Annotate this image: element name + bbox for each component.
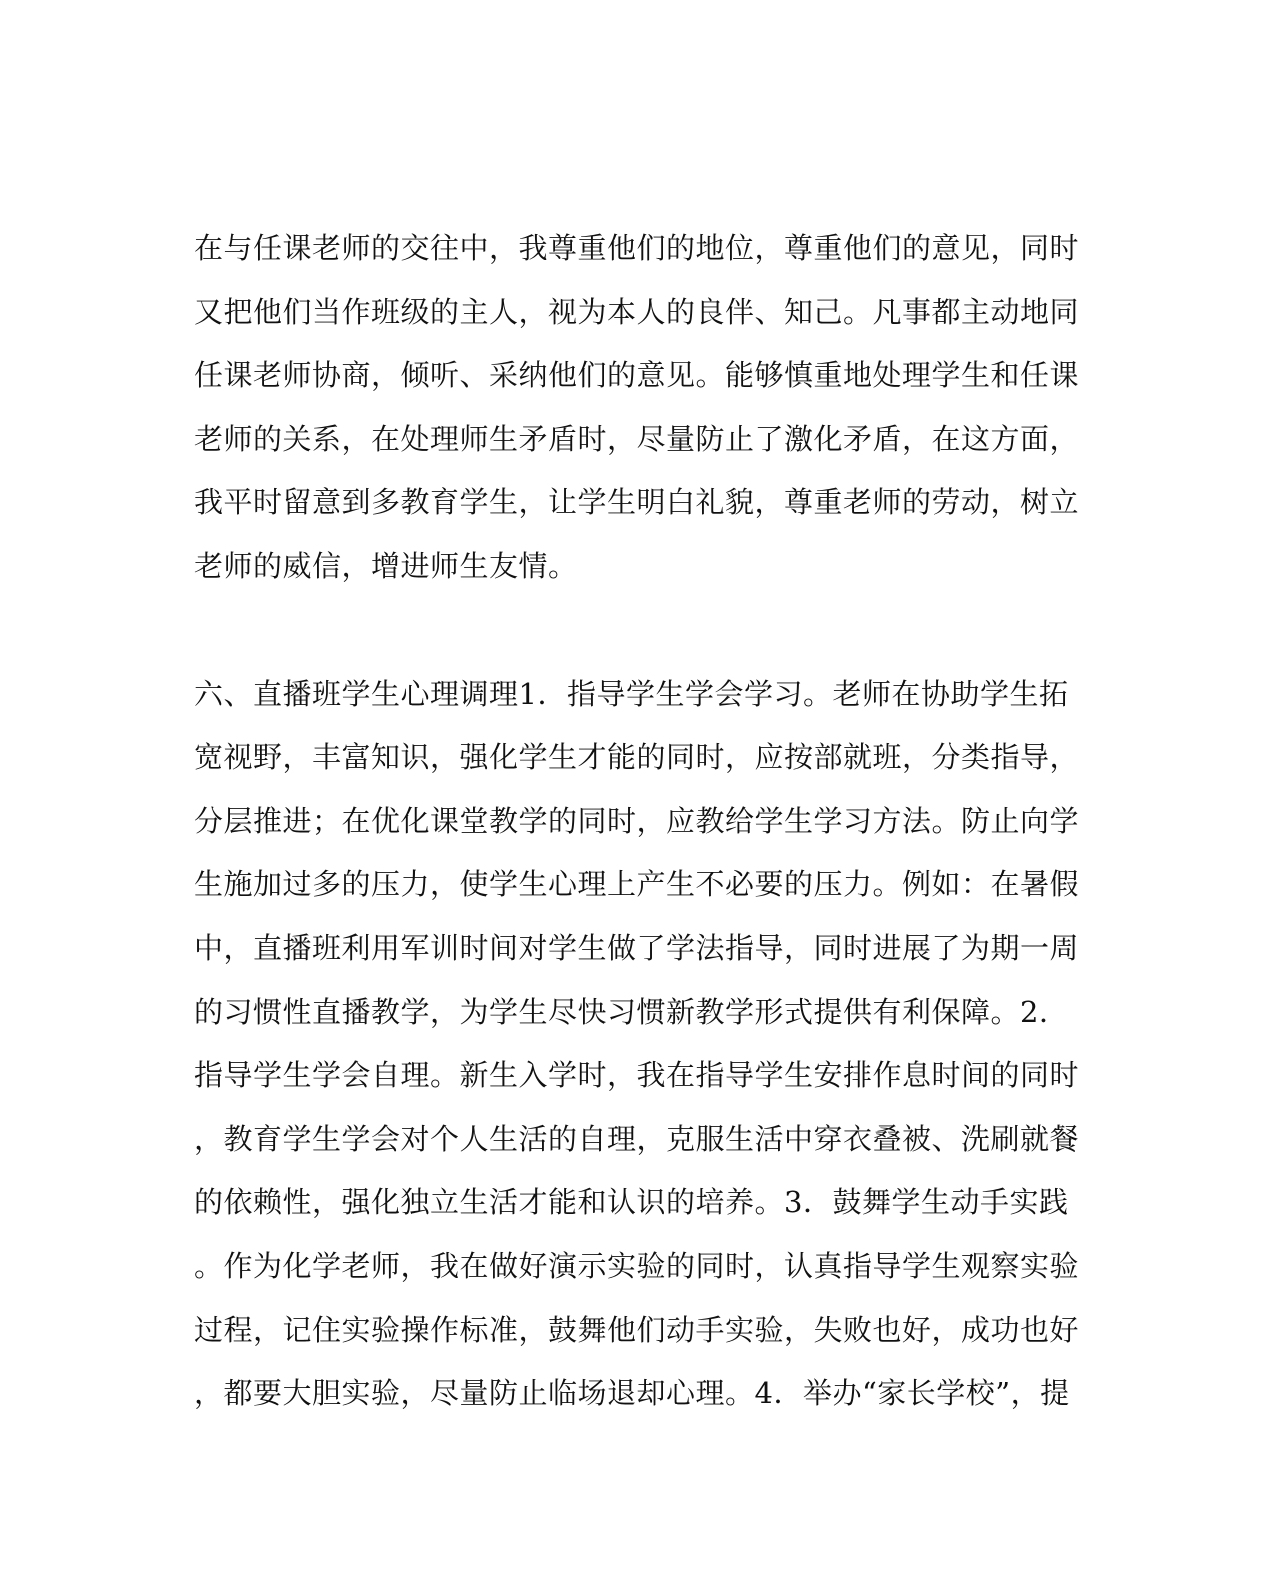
text-line: 过程，记住实验操作标准，鼓舞他们动手实验，失败也好，成功也好 [194,1313,1080,1347]
text-line: 指导学生学会自理。新生入学时，我在指导学生安排作息时间的同时 [194,1058,1080,1092]
text-line: 老师的关系，在处理师生矛盾时，尽量防止了激化矛盾，在这方面， [194,422,1080,456]
text-line: ，教育学生学会对个人生活的自理，克服生活中穿衣叠被、洗刷就餐 [194,1122,1080,1156]
text-line: 我平时留意到多教育学生，让学生明白礼貌，尊重老师的劳动，树立 [194,485,1080,519]
text-line: 任课老师协商，倾听、采纳他们的意见。能够慎重地处理学生和任课 [194,358,1080,392]
text-line: 的依赖性，强化独立生活才能和认识的培养。3．鼓舞学生动手实践 [194,1185,1069,1219]
text-line: 。作为化学老师，我在做好演示实验的同时，认真指导学生观察实验 [194,1249,1080,1283]
text-line: 中，直播班利用军训时间对学生做了学法指导，同时进展了为期一周 [194,931,1080,965]
text-line: 分层推进；在优化课堂教学的同时，应教给学生学习方法。防止向学 [194,804,1080,838]
text-line: 宽视野，丰富知识，强化学生才能的同时，应按部就班，分类指导， [194,740,1080,774]
text-line: 老师的威信，增进师生友情。 [194,549,578,583]
text-line: 又把他们当作班级的主人，视为本人的良伴、知己。凡事都主动地同 [194,295,1080,329]
text-line: ，都要大胆实验，尽量防止临场退却心理。4．举办“家长学校”，提 [194,1376,1070,1410]
text-line: 在与任课老师的交往中，我尊重他们的地位，尊重他们的意见，同时 [194,231,1080,265]
text-line: 生施加过多的压力，使学生心理上产生不必要的压力。例如：在暑假 [194,867,1080,901]
text-line: 的习惯性直播教学，为学生尽快习惯新教学形式提供有利保障。2． [194,995,1069,1029]
text-line: 六、直播班学生心理调理1．指导学生学会学习。老师在协助学生拓 [194,677,1069,711]
